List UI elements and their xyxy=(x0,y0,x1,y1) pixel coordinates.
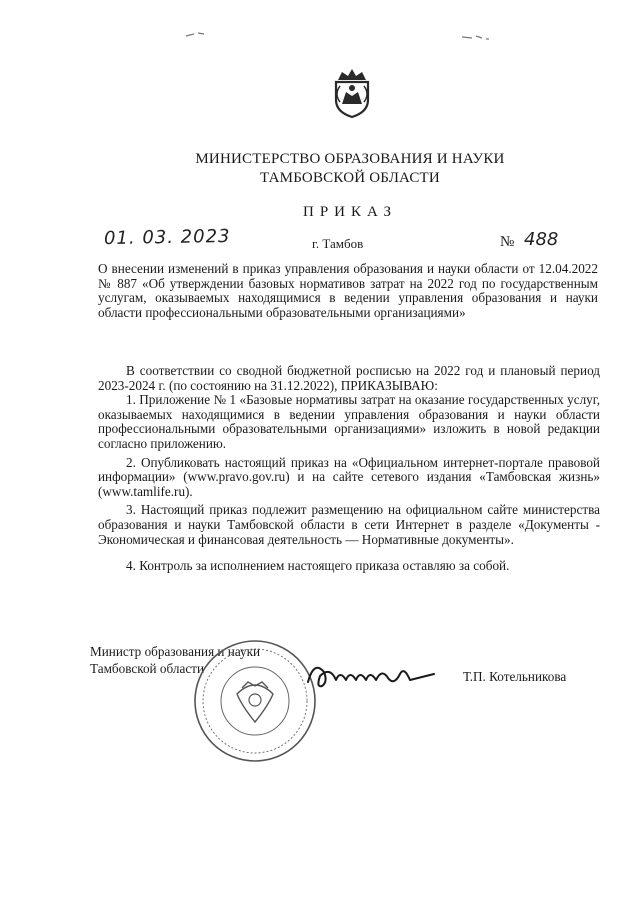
order-city: г. Тамбов xyxy=(312,236,364,251)
body-item-1: 1. Приложение № 1 «Базовые нормативы затрат на оказание государственных услуг, оказываемых находящимися в ведении управления образования и науки области профессиональными образовательными организациями» изложить в новой редакции согласно приложению. xyxy=(98,392,600,451)
signatory-title-line1: Министр образования и науки xyxy=(90,644,261,659)
body-item-3: 3. Настоящий приказ подлежит размещению на официальном сайте министерства образования и науки Тамбовской области в сети Интернет в разделе «Документы - Экономическая и финансовая деятельность — Нормативные документы». xyxy=(98,502,600,547)
order-date: 01. 03. 2023 xyxy=(103,225,231,250)
order-number: 488 xyxy=(524,229,559,250)
order-number-sign: № xyxy=(500,234,515,250)
signatory-name: Т.П. Котельникова xyxy=(463,669,567,684)
ministry-name-line2: ТАМБОВСКОЙ ОБЛАСТИ xyxy=(260,170,440,186)
body-item-4: 4. Контроль за исполнением настоящего приказа оставляю за собой. xyxy=(126,558,510,574)
handwritten-signature-icon xyxy=(300,652,440,696)
order-subject: О внесении изменений в приказ управления образования и науки области от 12.04.2022 № 887 «Об утверждении базовых нормативов затрат на 2022 год по государственным услугам, оказываемых находящимися в ведении управления образования и науки области профессиональными образовательными организациями» xyxy=(98,261,598,320)
signatory-title-line2: Тамбовской области xyxy=(90,661,204,676)
order-body xyxy=(98,364,600,574)
tambov-emblem-icon xyxy=(328,66,376,120)
ministry-name-line1: МИНИСТЕРСТВО ОБРАЗОВАНИЯ И НАУКИ xyxy=(195,151,505,167)
body-intro: В соответствии со сводной бюджетной росписью на 2022 год и плановый период 2023-2024 г. (по состоянию на 31.12.2022), ПРИКАЗЫВАЮ: xyxy=(98,363,600,393)
order-title: ПРИКАЗ xyxy=(303,204,397,220)
scan-marks xyxy=(0,0,640,60)
body-item-2: 2. Опубликовать настоящий приказ на «Официальном интернет-портале правовой информации» (www.pravo.gov.ru) и на сайте сетевого издания «Тамбовская жизнь» (www.tamlife.ru). xyxy=(98,454,600,499)
